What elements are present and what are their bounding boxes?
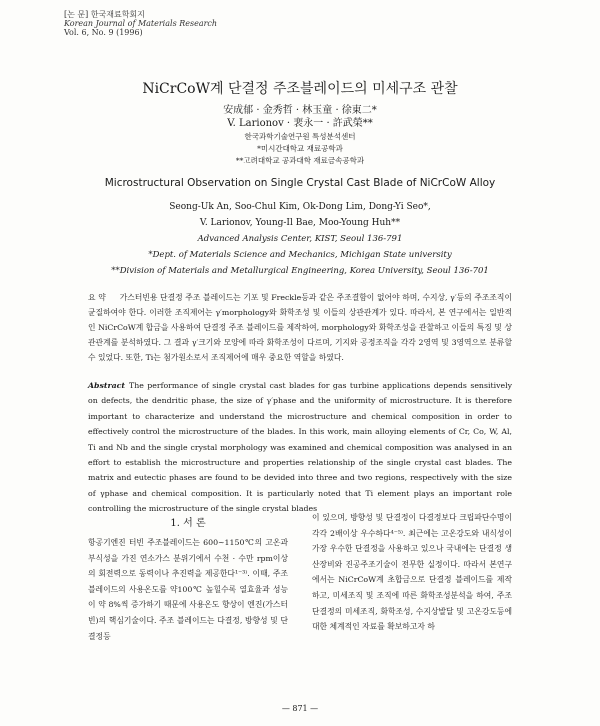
body-column-left (88, 514, 288, 644)
affiliation-korean-1: 한국과학기술연구원 특성분석센터 (244, 132, 356, 141)
affiliations-korean (0, 131, 600, 167)
affiliations-english (0, 231, 600, 279)
affiliation-english-2: *Dept. of Materials Science and Mechanics, Michigan State university (148, 250, 452, 260)
authors-korean (0, 104, 600, 130)
authors-english (0, 199, 600, 231)
header-line-1: [논 문] 한국재료학회지 (64, 10, 145, 19)
abstract-english-text: The performance of single crystal cast blades for gas turbine applications depends sensitively on defects, the dendritic phase, the size of γ′phase and the uniformity of microstructure. It is therefore important to characterize and understand the microstructure and chemical composition in order to effectively control the microstructure of the blades. In this work, main alloying elements of Cr, Co, W, Al, Ti and Nb and the single crystal morphology was examined and chemical composition was analysed in an effort to establish the microstructure and properties relationship of the single crystal cast blades. The matrix and eutectic phases are found to be devided into three and two regions, respectively with the size of γphase and chemical composition. It is particularly noted that Ti element plays an important role controlling the microstructure of the single crystal blades (88, 381, 512, 514)
abstract-korean-label: 요 약 (88, 293, 106, 302)
journal-header (64, 10, 217, 37)
authors-korean-line-2: V. Larionov · 裵永一 · 許武榮** (227, 118, 373, 129)
paper-title-english: Microstructural Observation on Single Crystal Cast Blade of NiCrCoW Alloy (104, 177, 496, 189)
abstract-korean (88, 290, 512, 365)
introduction-text-continued: 이 있으며, 방향성 및 단결정이 다결정보다 크립파단수명이 각각 2배이상 우수하다⁴⁻⁵⁾. 최근에는 고온강도와 내식성이 가장 우수한 단결정을 사용하고 있으나 국내에는 단결정 생산장비와 진공주조기술이 전무한 실정이다. 따라서 본연구에서는 NiCrCoW계 초합금으로 단결정 블레이드를 제작하고, 미세조직 및 조직에 따른 화학조성분석을 하여, 주조 단결정의 미세조직, 화학조성, 수지상발달 및 고온강도등에 대한 체계적인 자료를 확보하고자 하 (312, 513, 512, 632)
abstract-english (88, 378, 512, 517)
header-journal-name: Korean Journal of Materials Research (64, 19, 218, 28)
authors-english-line-1: Seong-Uk An, Soo-Chul Kim, Ok-Dong Lim, Dong-Yi Seo*, (169, 202, 431, 212)
abstract-english-label: Abstract (88, 381, 126, 390)
abstract-korean-text: 가스터빈용 단결정 주조 블레이드는 기포 및 Freckle등과 같은 주조결함이 없어야 하며, 수지상, γ′등의 주조조직이 균질하여야 한다. 이러한 조직제어는 γ′morphology와 화학조성 및 이들의 상관관계가 있다. 따라서, 본 연구에서는 일반적인 NiCrCoW계 합금을 사용하여 단결정 주조 블레이드를 제작하여, morphology와 화학조성을 관찰하고 이들의 특징 및 상관관계를 분석하였다. 그 결과 γ′크기와 모양에 따라 화학조성이 다르며, 기지와 공정조직을 각각 2영역 및 3영역으로 분류할 수 있었다. 또한, Ti는 첨가원소로서 조직제어에 매우 중요한 역할을 하였다. (88, 293, 513, 362)
paper-title: NiCrCoW계 단결정 주조블레이드의 미세구조 관찰 (142, 81, 458, 97)
affiliation-english-1: Advanced Analysis Center, KIST, Seoul 136-791 (197, 234, 403, 244)
body-column-right (312, 510, 512, 635)
authors-english-line-2: V. Larionov, Young-Il Bae, Moo-Young Huh** (199, 218, 401, 228)
introduction-text: 항공기엔진 터빈 주조블레이드는 600~1150℃의 고온과 부식성을 가진 연소가스 분위기에서 수천 · 수만 rpm이상의 회전력으로 동력이나 추진력을 제공한다¹⁻³⁾. 이때, 주조 블레이드의 사용온도를 약100℃ 높힐수록 열효율과 성능이 약 8%씩 증가하기 때문에 사용온도 향상이 엔진(가스터빈)의 핵심기술이다. 주조 블레이드는 다결정, 방향성 및 단결정등 (88, 538, 288, 641)
affiliation-korean-3: **고려대학교 공과대학 재료금속공학과 (235, 156, 365, 165)
section-heading-introduction: 1. 서 론 (170, 518, 206, 529)
affiliation-korean-2: *미시간대학교 재료공학과 (257, 144, 343, 153)
header-volume: Vol. 6, No. 9 (1996) (64, 28, 143, 37)
affiliation-english-3: **Division of Materials and Metallurgical Engineering, Korea University, Seoul 136-701 (111, 266, 489, 276)
authors-korean-line-1: 安成郁 · 金秀哲 · 林玉童 · 徐東二* (223, 105, 377, 116)
page-number: — 871 — (281, 704, 319, 713)
